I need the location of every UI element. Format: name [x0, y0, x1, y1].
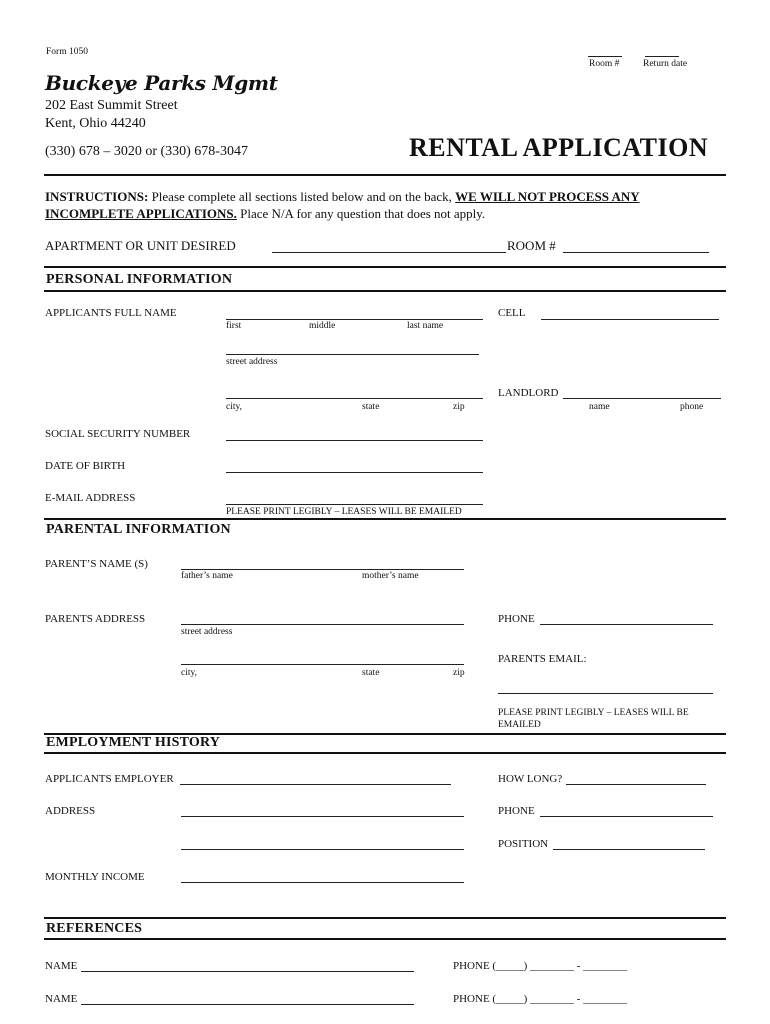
employer-address-label: ADDRESS — [45, 805, 96, 817]
instructions-emphasis2: INCOMPLETE APPLICATIONS. — [45, 206, 237, 221]
position-label: POSITION — [498, 838, 549, 850]
room-label: Room # — [589, 59, 620, 69]
company-logo: Buckeye Parks Mgmt — [45, 71, 278, 95]
form-number: Form 1050 — [46, 47, 88, 57]
references-heading: REFERENCES — [46, 921, 143, 936]
page-title: RENTAL APPLICATION — [409, 133, 709, 162]
father-name-hint: father’s name — [181, 571, 233, 581]
parents-city-input[interactable] — [181, 664, 464, 665]
parents-email-input[interactable] — [498, 693, 713, 694]
last-name-hint: last name — [407, 321, 444, 331]
state-hint: state — [362, 402, 380, 412]
reference-2-name-label: NAME — [45, 993, 78, 1005]
parents-city-hint: city, — [181, 668, 198, 678]
landlord-name-hint: name — [589, 402, 610, 412]
employer-input[interactable] — [180, 784, 451, 785]
employer-label: APPLICANTS EMPLOYER — [45, 773, 174, 785]
parents-phone-input[interactable] — [540, 624, 713, 625]
employer-phone-label: PHONE — [498, 805, 535, 817]
references-bottom-rule — [44, 938, 726, 940]
company-address-line2: Kent, Ohio 44240 — [45, 116, 146, 131]
first-name-hint: first — [226, 321, 242, 331]
city-state-zip-input[interactable] — [226, 398, 483, 399]
parents-zip-hint: zip — [453, 668, 465, 678]
street-address-hint: street address — [226, 357, 278, 367]
parental-top-rule — [44, 518, 726, 520]
how-long-input[interactable] — [566, 784, 706, 785]
return-date-blank[interactable] — [645, 56, 679, 57]
middle-name-hint: middle — [309, 321, 336, 331]
mother-name-hint: mother’s name — [362, 571, 419, 581]
parents-name-label: PARENT’S NAME (S) — [45, 558, 148, 570]
employment-bottom-rule — [44, 752, 726, 754]
zip-hint: zip — [453, 402, 465, 412]
instructions-emphasis1: WE WILL NOT PROCESS ANY — [455, 189, 640, 204]
street-address-input[interactable] — [226, 354, 479, 355]
parents-email-note-line2: EMAILED — [498, 720, 541, 730]
parents-state-hint: state — [362, 668, 380, 678]
cell-input[interactable] — [541, 319, 719, 320]
personal-bottom-rule — [44, 290, 726, 292]
full-name-label: APPLICANTS FULL NAME — [45, 307, 177, 319]
city-hint: city, — [226, 402, 243, 412]
parents-email-note-line1: PLEASE PRINT LEGIBLY – LEASES WILL BE — [498, 708, 689, 718]
dob-input[interactable] — [226, 472, 483, 473]
landlord-input[interactable] — [563, 398, 721, 399]
apartment-input[interactable] — [272, 252, 506, 253]
return-date-label: Return date — [643, 59, 688, 69]
company-address-line1: 202 East Summit Street — [45, 98, 178, 113]
header-divider — [44, 174, 726, 176]
parents-street-hint: street address — [181, 627, 233, 637]
full-name-input[interactable] — [226, 319, 483, 320]
instructions-text1: Please complete all sections listed below and on the back, — [148, 189, 456, 204]
references-top-rule — [44, 917, 726, 919]
parental-heading: PARENTAL INFORMATION — [46, 522, 231, 537]
parents-phone-label: PHONE — [498, 613, 535, 625]
email-input[interactable] — [226, 504, 483, 505]
personal-heading: PERSONAL INFORMATION — [46, 272, 233, 287]
instructions-line2 — [45, 206, 485, 222]
reference-2-name-input[interactable] — [81, 1004, 414, 1005]
reference-1-name-label: NAME — [45, 960, 78, 972]
personal-top-rule — [44, 266, 726, 268]
parents-address-label: PARENTS ADDRESS — [45, 613, 146, 625]
apartment-room-input[interactable] — [563, 252, 709, 253]
employer-phone-input[interactable] — [540, 816, 713, 817]
email-label: E-MAIL ADDRESS — [45, 492, 136, 504]
apartment-label: APARTMENT OR UNIT DESIRED — [45, 238, 236, 253]
landlord-phone-hint: phone — [680, 402, 704, 412]
apartment-room-label: ROOM # — [507, 238, 556, 253]
employer-address-input[interactable] — [181, 816, 464, 817]
dob-label: DATE OF BIRTH — [45, 460, 126, 472]
parents-street-input[interactable] — [181, 624, 464, 625]
ssn-input[interactable] — [226, 440, 483, 441]
email-note: PLEASE PRINT LEGIBLY – LEASES WILL BE EMAILED — [226, 507, 462, 517]
landlord-label: LANDLORD — [498, 387, 559, 399]
employment-heading: EMPLOYMENT HISTORY — [46, 735, 221, 750]
company-phone: (330) 678 – 3020 or (330) 678-3047 — [45, 144, 248, 159]
parents-name-input[interactable] — [181, 569, 464, 570]
reference-2-phone[interactable]: PHONE (_____) ________ - ________ — [453, 993, 628, 1005]
employer-address-line2-input[interactable] — [181, 849, 464, 850]
ssn-label: SOCIAL SECURITY NUMBER — [45, 428, 191, 440]
reference-1-phone[interactable]: PHONE (_____) ________ - ________ — [453, 960, 628, 972]
instructions-label: INSTRUCTIONS: — [45, 189, 149, 204]
parents-email-label: PARENTS EMAIL: — [498, 653, 587, 665]
instructions-line1 — [45, 189, 640, 205]
position-input[interactable] — [553, 849, 705, 850]
cell-label: CELL — [498, 307, 526, 319]
reference-1-name-input[interactable] — [81, 971, 414, 972]
monthly-income-label: MONTHLY INCOME — [45, 871, 145, 883]
monthly-income-input[interactable] — [181, 882, 464, 883]
room-blank[interactable] — [588, 56, 622, 57]
how-long-label: HOW LONG? — [498, 773, 563, 785]
instructions-text2: Place N/A for any question that does not apply. — [236, 206, 486, 221]
